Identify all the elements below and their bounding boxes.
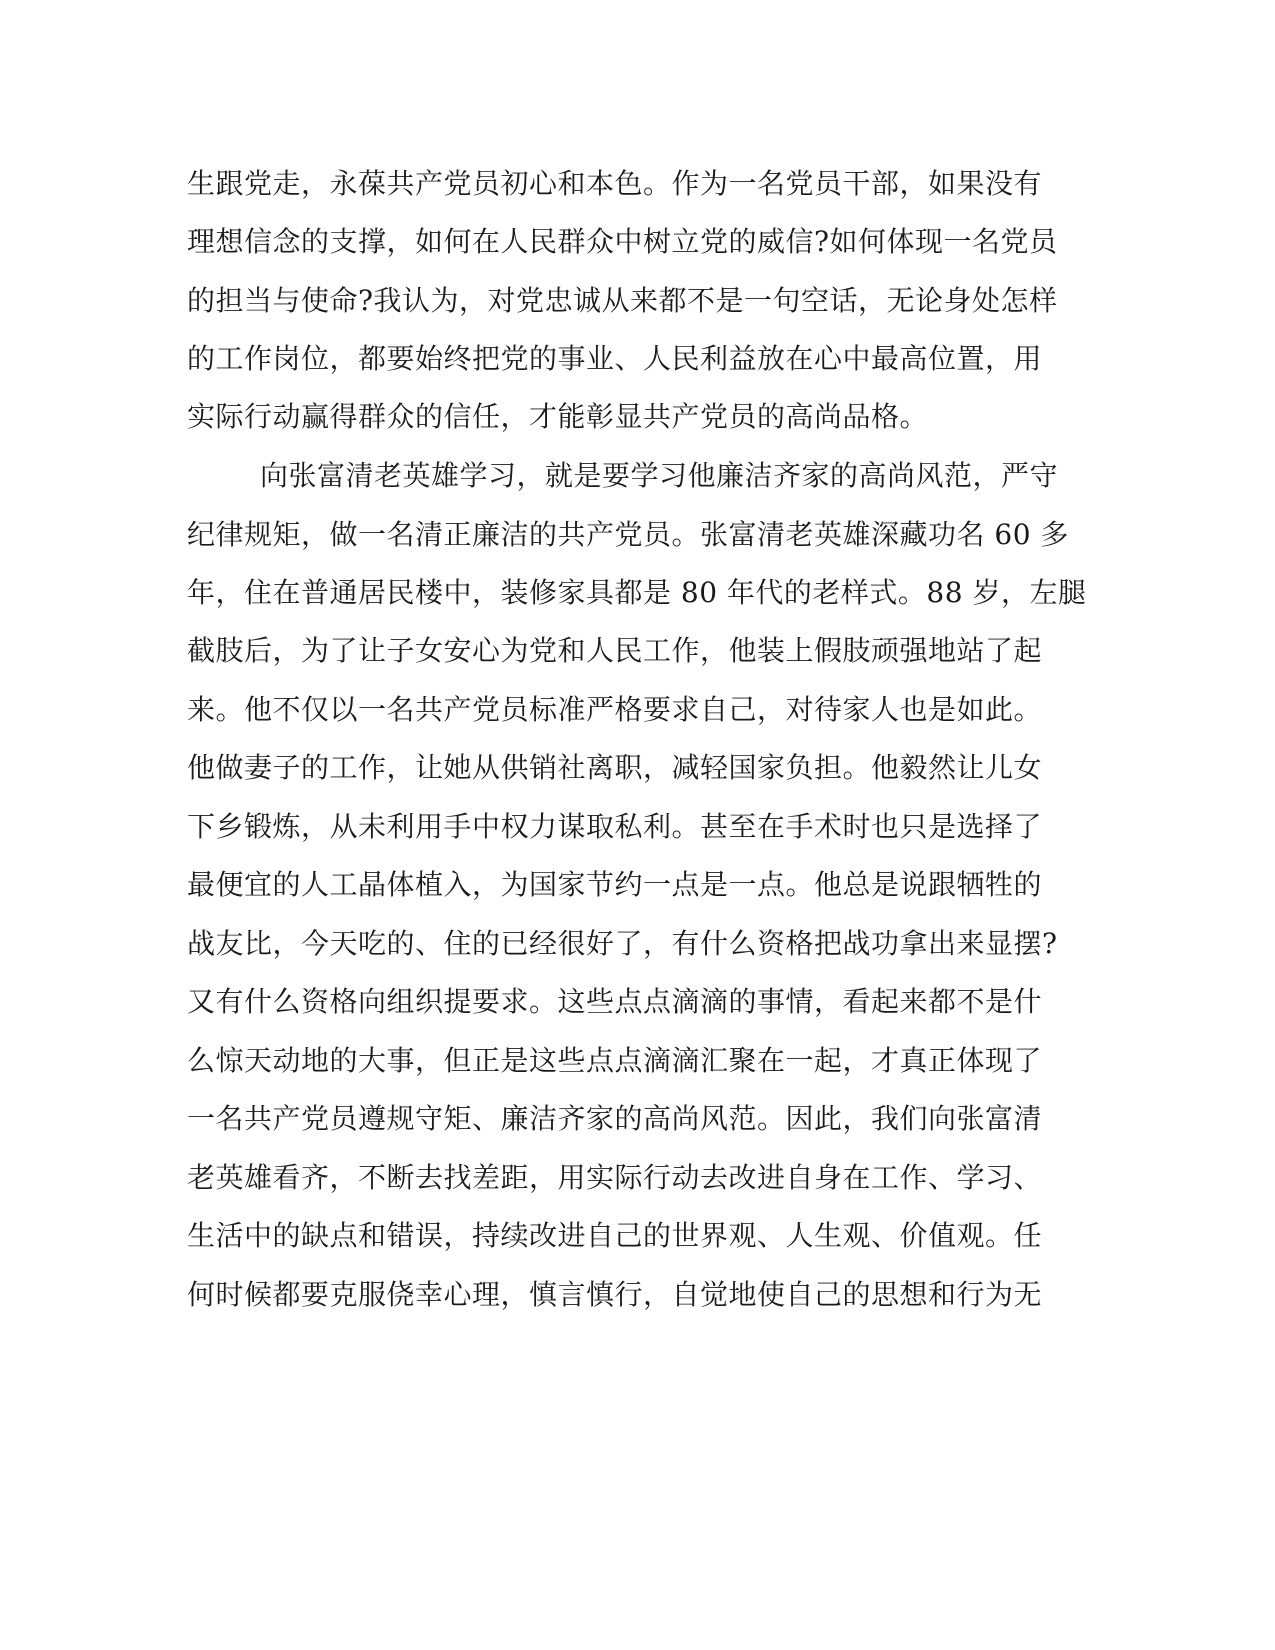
text-line: 何时候都要克服侥幸心理，慎言慎行，自觉地使自己的思想和行为无 bbox=[187, 1278, 1043, 1311]
text-line: 又有什么资格向组织提要求。这些点点滴滴的事情，看起来都不是什 bbox=[187, 985, 1043, 1018]
text-line: 生跟党走，永葆共产党员初心和本色。作为一名党员干部，如果没有 bbox=[187, 167, 1043, 200]
text-line: 最便宜的人工晶体植入，为国家节约一点是一点。他总是说跟牺牲的 bbox=[187, 868, 1043, 901]
text-line: 年，住在普通居民楼中，装修家具都是 80 年代的老样式。88 岁，左腿 bbox=[187, 576, 1087, 609]
text-line: 下乡锻炼，从未利用手中权力谋取私利。甚至在手术时也只是选择了 bbox=[187, 810, 1043, 843]
text-line: 的工作岗位，都要始终把党的事业、人民利益放在心中最高位置，用 bbox=[187, 342, 1043, 375]
text-line: 生活中的缺点和错误，持续改进自己的世界观、人生观、价值观。任 bbox=[187, 1219, 1043, 1252]
paragraph-first-line: 向张富清老英雄学习，就是要学习他廉洁齐家的高尚风范，严守 bbox=[260, 459, 1059, 492]
text-line: 战友比，今天吃的、住的已经很好了，有什么资格把战功拿出来显摆? bbox=[187, 927, 1058, 960]
text-line: 他做妻子的工作，让她从供销社离职，减轻国家负担。他毅然让儿女 bbox=[187, 751, 1043, 784]
text-line: 的担当与使命?我认为，对党忠诚从来都不是一句空话，无论身处怎样 bbox=[187, 284, 1058, 317]
text-line: 来。他不仅以一名共产党员标准严格要求自己，对待家人也是如此。 bbox=[187, 693, 1043, 726]
text-line: 纪律规矩，做一名清正廉洁的共产党员。张富清老英雄深藏功名 60 多 bbox=[187, 518, 1069, 551]
text-line: 实际行动赢得群众的信任，才能彰显共产党员的高尚品格。 bbox=[187, 400, 929, 433]
text-line: 截肢后，为了让子女安心为党和人民工作，他装上假肢顽强地站了起 bbox=[187, 634, 1043, 667]
text-line: 理想信念的支撑，如何在人民群众中树立党的威信?如何体现一名党员 bbox=[187, 225, 1058, 258]
text-line: 老英雄看齐，不断去找差距，用实际行动去改进自身在工作、学习、 bbox=[187, 1161, 1043, 1194]
text-line: 么惊天动地的大事，但正是这些点点滴滴汇聚在一起，才真正体现了 bbox=[187, 1044, 1043, 1077]
text-line: 一名共产党员遵规守矩、廉洁齐家的高尚风范。因此，我们向张富清 bbox=[187, 1102, 1043, 1135]
